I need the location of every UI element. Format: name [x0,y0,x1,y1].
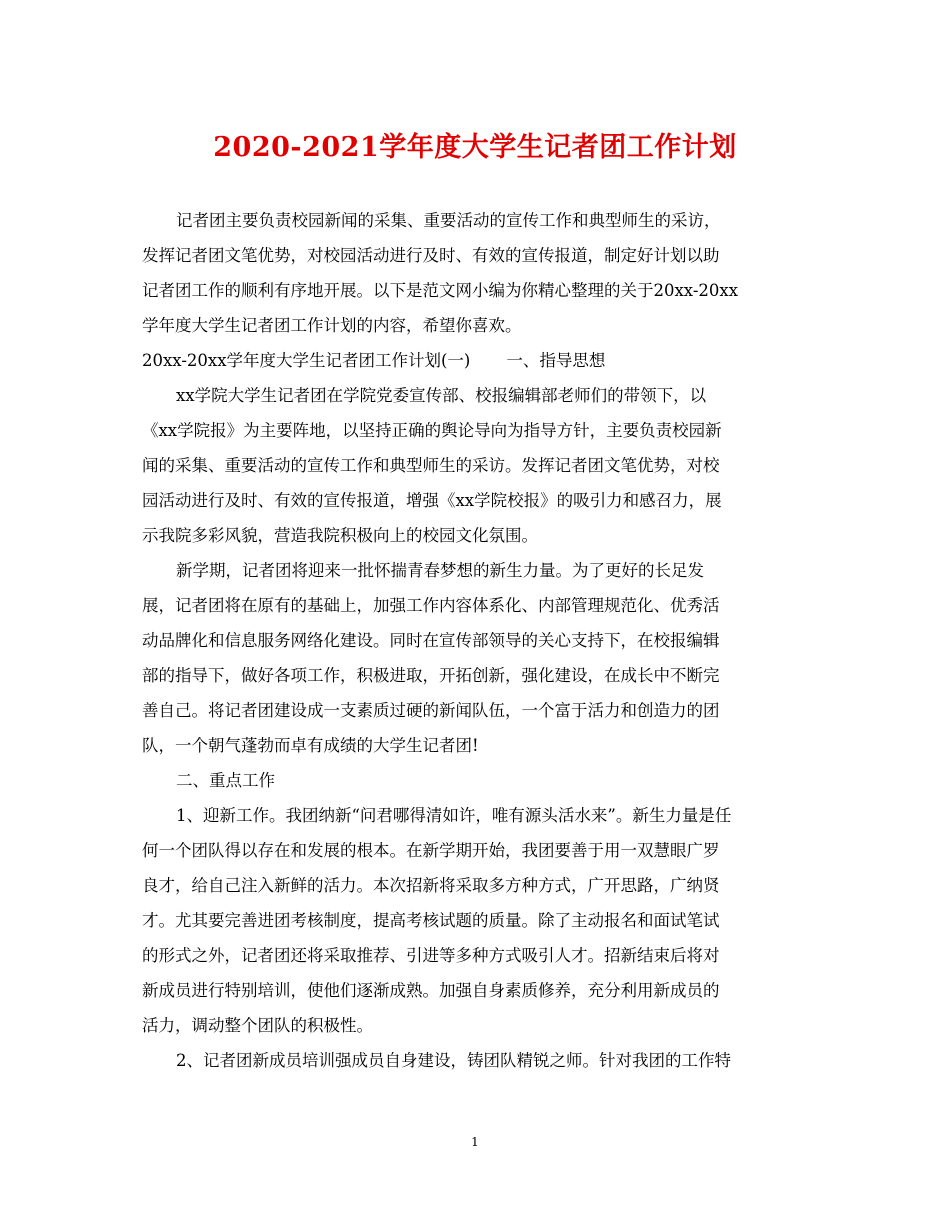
paragraph-line: 新成员进行特别培训，使他们逐渐成熟。加强自身素质修养，充分利用新成员的 [142,981,720,1000]
section-heading: 二、重点工作 [176,771,275,790]
paragraph-line: 的形式之外，记者团还将采取推荐、引进等多种方式吸引人才。招新结束后将对 [142,946,720,965]
paragraph-line: 记者团工作的顺利有序地开展。以下是范文网小编为你精心整理的关于20xx-20xx [142,281,738,300]
paragraph-line: 动品牌化和信息服务网络化建设。同时在宣传部领导的关心支持下，在校报编辑 [142,631,720,650]
paragraph-line: 部的指导下，做好各项工作，积极进取，开拓创新，强化建设，在成长中不断完 [142,666,720,685]
paragraph-line: 新学期，记者团将迎来一批怀揣青春梦想的新生力量。为了更好的长足发 [176,561,704,580]
paragraph-line: 善自己。将记者团建设成一支素质过硬的新闻队伍，一个富于活力和创造力的团 [142,701,720,720]
paragraph-line: xx学院大学生记者团在学院党委宣传部、校报编辑部老师们的带领下，以 [176,386,707,405]
plan-heading-line [142,343,810,378]
plan-subtitle: 20xx-20xx学年度大学生记者团工作计划(一) [142,351,471,370]
document-body [142,203,810,1078]
paragraph-line: 良才，给自己注入新鲜的活力。本次招新将采取多方种方式，广开思路，广纳贤 [142,876,720,895]
section-heading: 一、指导思想 [506,351,606,370]
paragraph-line: 才。尤其要完善进团考核制度，提高考核试题的质量。除了主动报名和面试笔试 [142,911,720,930]
paragraph-line: 2、记者团新成员培训强成员自身建设，铸团队精锐之师。针对我团的工作特 [176,1051,731,1070]
paragraph-line: 活力，调动整个团队的积极性。 [142,1016,373,1035]
paragraph-line: 示我院多彩风貌，营造我院积极向上的校园文化氛围。 [142,526,538,545]
paragraph-line: 队，一个朝气蓬勃而卓有成绩的大学生记者团! [142,736,479,755]
page-number: 1 [471,1135,479,1149]
paragraph-line: 发挥记者团文笔优势，对校园活动进行及时、有效的宣传报道，制定好计划以助 [142,246,720,265]
paragraph-line: 园活动进行及时、有效的宣传报道，增强《xx学院校报》的吸引力和感召力，展 [142,491,722,510]
paragraph-line: 学年度大学生记者团工作计划的内容，希望你喜欢。 [142,316,522,335]
paragraph-line: 《xx学院报》为主要阵地，以坚持正确的舆论导向为指导方针，主要负责校园新 [142,421,722,440]
paragraph-line: 何一个团队得以存在和发展的根本。在新学期开始，我团要善于用一双慧眼广罗 [142,841,720,860]
paragraph-line: 闻的采集、重要活动的宣传工作和典型师生的采访。发挥记者团文笔优势，对校 [142,456,720,475]
document-title: 2020-2021学年度大学生记者团工作计划 [213,132,737,163]
paragraph-line: 1、迎新工作。我团纳新“问君哪得清如许，唯有源头活水来”。新生力量是任 [176,806,732,825]
paragraph-line: 展，记者团将在原有的基础上，加强工作内容体系化、内部管理规范化、优秀活 [142,596,720,615]
paragraph-line: 记者团主要负责校园新闻的采集、重要活动的宣传工作和典型师生的采访， [176,211,721,230]
